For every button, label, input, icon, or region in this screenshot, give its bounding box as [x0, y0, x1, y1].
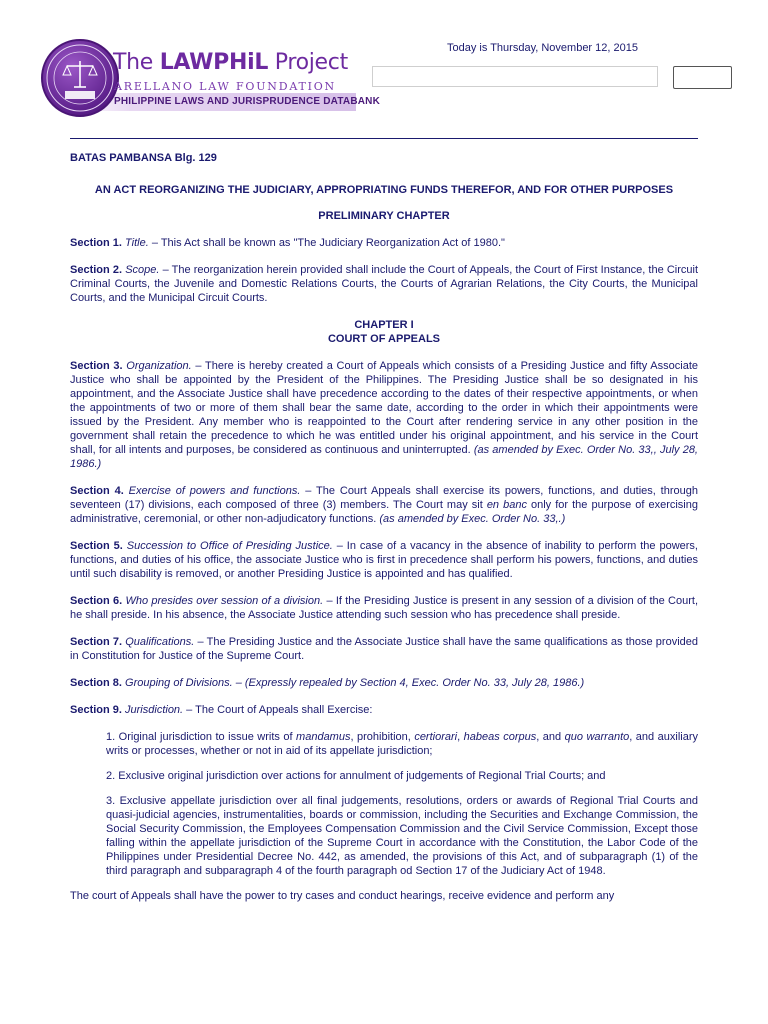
- section-4: Section 4. Exercise of powers and functions. – The Court Appeals shall exercise its powers, functions, and duties, through seventeen (17) divisions, each composed of three (3) members. The Court may sit en banc only for the purpose of exercising administrative, ceremonial, or other non-adjudicatory functions. (as amended by Exec. Order No. 33,.): [70, 485, 698, 525]
- logo-foundation: ARELLANO LAW FOUNDATION: [114, 80, 336, 93]
- site-logo[interactable]: [36, 36, 381, 116]
- section-6: Section 6. Who presides over session of a division. – If the Presiding Justice is present in any session of a division of the Court, he shall preside. In his absence, the Associate Justice attending such session who has precedence shall preside.: [70, 595, 699, 621]
- section-8: Section 8. Grouping of Divisions. – (Expressly repealed by Section 4, Exec. Order No. 33, July 28, 1986.): [70, 677, 585, 689]
- section-9: Section 9. Jurisdiction. – The Court of Appeals shall Exercise:: [70, 704, 373, 716]
- search-input[interactable]: [372, 66, 658, 87]
- search-button[interactable]: [673, 66, 732, 89]
- section-3: Section 3. Organization. – There is hereby created a Court of Appeals which consists of a Presiding Justice and fifty Associate Justice who shall be appointed by the President of the Philippines. The Presiding Justice shall be so designated in his appointment, and the Associate Justice shall have precedence according to the dates of their respective appointments, or when the appointments of two or more of them shall bear the same date, according to the order in which their appointments were issued by the President. Any member who is reappointed to the Court after rendering service in any other position in the government shall retain the precedence to which he was entitled under his original appointment, and his service in the Court shall, for all intents and purposes, be considered as continuous and uninterrupted. (as amended by Exec. Order No. 33,, July 28, 1986.): [70, 360, 698, 470]
- logo-tagline: PHILIPPINE LAWS AND JURISPRUDENCE DATABANK: [114, 96, 381, 107]
- document-body: [70, 151, 698, 916]
- logo-title: The LAWPHiL Project: [113, 50, 348, 75]
- section-9-item-3: 3. Exclusive appellate jurisdiction over all final judgements, resolutions, orders or awards of Regional Trial Courts and quasi-judicial agencies, instrumentalities, boards or commission, including the Securities and Exchange Commission, the Social Security Commission, the Employees Compensation Commission and the Civil Service Commission, Except those falling within the appellate jurisdiction of the Supreme Court in accordance with the Constitution, the Labor Code of the Philippines under Presidential Decree No. 442, as amended, the provisions of this Act, and of subparagraph (1) of the third paragraph and subparagraph 4 of the fourth paragraph od Section 17 of the Judiciary Act of 1948.: [106, 795, 698, 877]
- preliminary-chapter-heading: PRELIMINARY CHAPTER: [318, 210, 450, 222]
- current-date: Today is Thursday, November 12, 2015: [447, 42, 638, 54]
- section-9-item-1: 1. Original jurisdiction to issue writs of mandamus, prohibition, certiorari, habeas corpus, and quo warranto, and auxiliary writs or processes, whether or not in aid of its appellate jurisdiction;: [106, 731, 698, 757]
- section-9-closing: The court of Appeals shall have the power to try cases and conduct hearings, receive evidence and perform any: [70, 890, 615, 902]
- act-title: AN ACT REORGANIZING THE JUDICIARY, APPROPRIATING FUNDS THEREFOR, AND FOR OTHER PURPOSES: [94, 184, 674, 196]
- chapter-1-heading: CHAPTER I COURT OF APPEALS: [327, 319, 441, 345]
- section-7: Section 7. Qualifications. – The Presiding Justice and the Associate Justice shall have the same qualifications as those provided in Constitution for Justice of the Supreme Court.: [70, 636, 698, 662]
- header-divider: [70, 138, 698, 139]
- section-2: Section 2. Scope. – The reorganization herein provided shall include the Court of Appeals, the Court of First Instance, the Circuit Criminal Courts, the Juvenile and Domestic Relations Courts, the Courts of Agrarian Relations, the City Courts, the Municipal Courts, and the Municipal Circuit Courts.: [70, 264, 699, 304]
- section-9-item-2: 2. Exclusive original jurisdiction over actions for annulment of judgements of Regional Trial Courts; and: [106, 770, 606, 782]
- scales-of-justice-icon: [41, 39, 119, 117]
- section-5: Section 5. Succession to Office of Presiding Justice. – In case of a vacancy in the absence of inability to perform the powers, functions, and duties of his office, the associate Justice who is first in precedence shall perform his powers, functions, and duties until such disability is removed, or another Presiding Justice is appointed and has qualified.: [70, 540, 698, 580]
- document-title: BATAS PAMBANSA Blg. 129: [70, 152, 217, 164]
- section-1: Section 1. Title. – This Act shall be known as "The Judiciary Reorganization Act of 1980.": [70, 237, 505, 249]
